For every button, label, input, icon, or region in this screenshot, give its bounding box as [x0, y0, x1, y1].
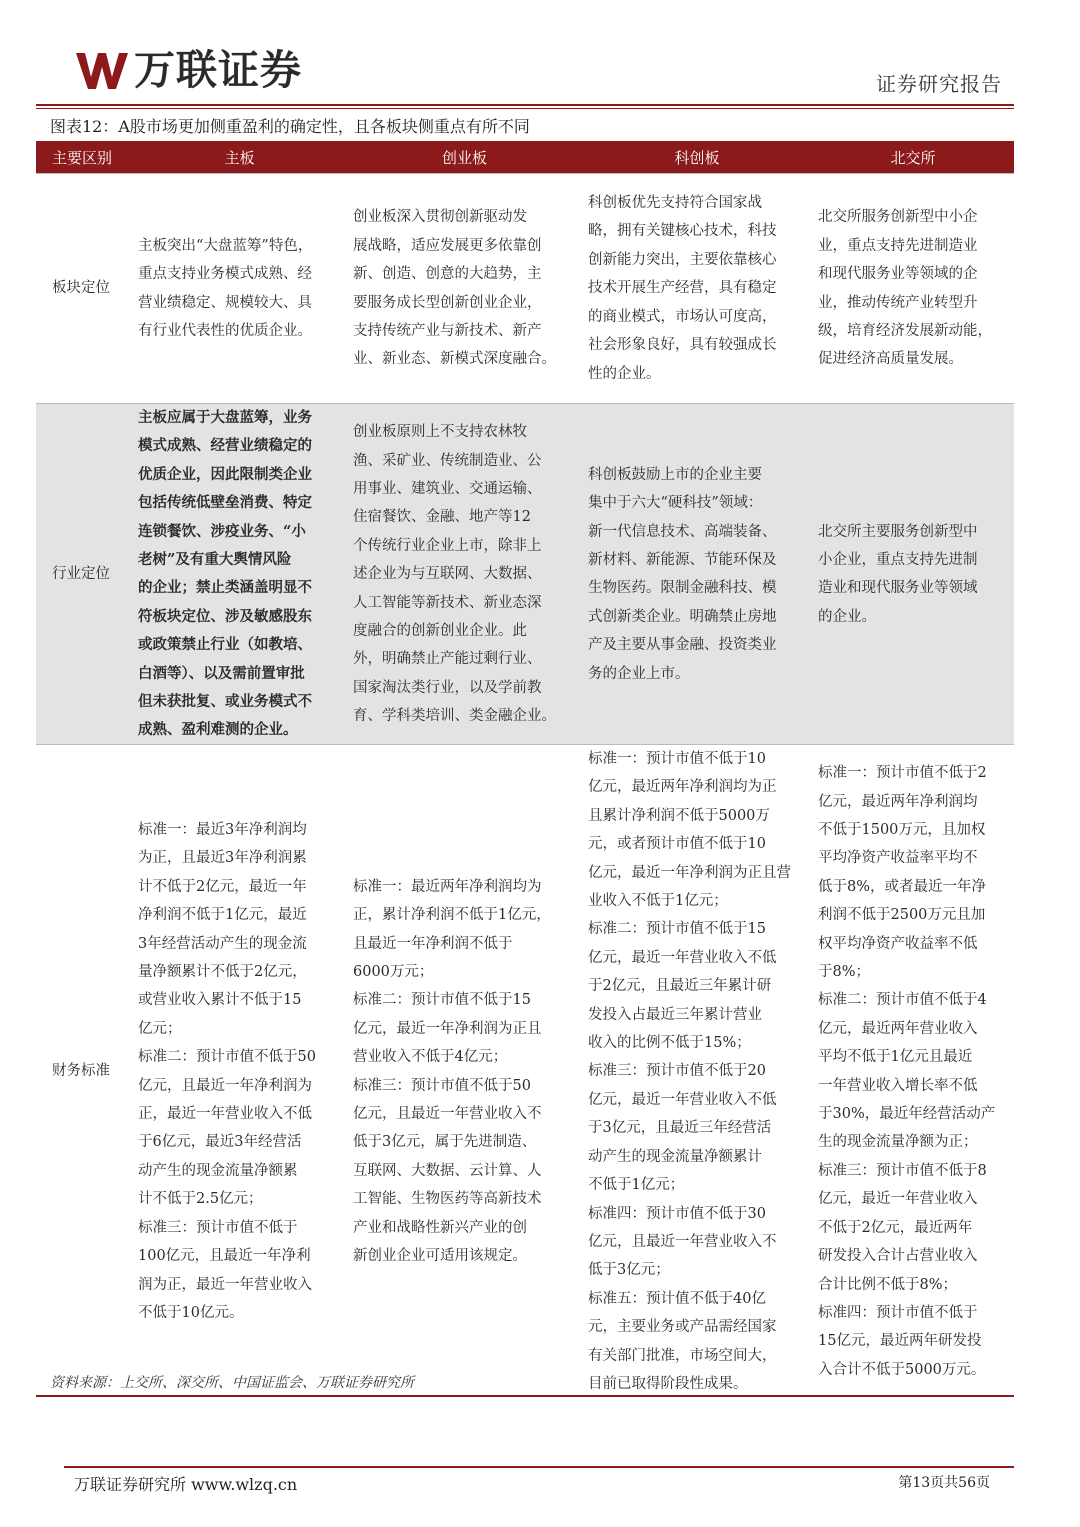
logo-w-icon	[76, 51, 130, 91]
table-cell: 创业板深入贯彻创新驱动发 展战略，适应发展更多依靠创 新、创造、创意的大趋势，主 要服务成长型创新创业企业， 支持传统产业与新技术、新产 业、新业态、新模式深度融合。	[353, 209, 556, 368]
header-rule	[36, 104, 1014, 106]
table-header	[36, 141, 1014, 173]
footer-rule	[64, 1466, 1014, 1468]
header-cell-star: 科创板	[674, 148, 720, 167]
table-cell: 主板应属于大盘蓝筹，业务 模式成熟、经营业绩稳定的 优质企业，因此限制类企业 包括传统低壁垒消费、特定 连锁餐饮、涉疫业务、“小 老树”及有重大舆情风险 的企业；禁止类涵盖明显不 符板块定位、涉及敏感股东 或政策禁止行业（如教培、 白酒等）、以及需前置审批 但未获批复、或业务模式不 成熟、盈利难测的企业。	[138, 409, 312, 739]
header-cell-bse: 北交所	[890, 148, 936, 167]
table-cell: 主板突出“大盘蓝筹”特色， 重点支持业务模式成熟、经 营业绩稳定、规模较大、具 有行业代表性的优质企业。	[138, 237, 313, 339]
table-row	[36, 403, 1014, 744]
table-cell: 标准一：最近3年净利润均 为正，且最近3年净利润累 计不低于2亿元，最近一年 净利润不低于1亿元，最近 3年经营活动产生的现金流 量净额累计不低于2亿元， 或营业收入累计不低于15 亿元； 标准二：预计市值不低于50 亿元，且最近一年净利润为 正，最近一年营业收入不低 于6亿元，最近3年经营活 动产生的现金流量净额累 计不低于2.5亿元； 标准三：预计市值不低于 100亿元，且最近一年净利 润为正，最近一年营业收入 不低于10亿元。	[138, 822, 316, 1321]
header-cell-diff: 主要区别	[52, 148, 113, 167]
table-row	[36, 173, 1014, 403]
table-row	[36, 744, 1014, 1395]
header-cell-chinext: 创业板	[441, 148, 487, 167]
header-rule-thin	[36, 108, 1014, 109]
comparison-table	[36, 141, 1014, 1397]
table-cell: 北交所主要服务创新型中 小企业，重点支持先进制 造业和现代服务业等领域 的企业。	[818, 523, 978, 625]
table-cell: 标准一：最近两年净利润均为 正，累计净利润不低于1亿元， 且最近一年净利润不低于 6000万元； 标准二：预计市值不低于15 亿元，最近一年净利润为正且 营业收入不低于4亿元； 标准三：预计市值不低于50 亿元，且最近一年营业收入不 低于3亿元，属于先进制造、 互联网、大数据、云计算、人 工智能、生物医药等高新技术 产业和战略性新兴产业的创 新创业企业可适用该规定。	[353, 878, 551, 1265]
figure-title: 图表12：A股市场更加侧重盈利的确定性，且各板块侧重点有所不同	[50, 117, 530, 136]
table-cell: 标准一：预计市值不低于10 亿元，最近两年净利润均为正 且累计净利润不低于5000万 元，或者预计市值不低于10 亿元，最近一年净利润为正且营 业收入不低于1亿元； 标准二：预计市值不低于15 亿元，最近一年营业收入不低 于2亿元，且最近三年累计研 发投入占最近三年累计营业 收入的比例不低于15%； 标准三：预计市值不低于20 亿元，最近一年营业收入不低 于3亿元，且最近三年经营活 动产生的现金流量净额累计 不低于1亿元； 标准四：预计市值不低于30 亿元，且最近一年营业收入不 低于3亿元； 标准五：预计值不低于40亿 元，主要业务或产品需经国家 有关部门批准，市场空间大， 目前已取得阶段性成果。	[588, 751, 791, 1392]
table-cell: 科创板鼓励上市的企业主要 集中于六大“硬科技”领域： 新一代信息技术、高端装备、 新材料、新能源、节能环保及 生物医药。限制金融科技、模 式创新类企业。明确禁止房地 产及主要从事金融、投资类业 务的企业上市。	[588, 466, 777, 682]
report-type: 证券研究报告	[876, 72, 1002, 96]
page-number: 第13页共56页	[898, 1475, 990, 1491]
footer-website: 万联证券研究所 www.wlzq.cn	[74, 1475, 298, 1494]
table-cell: 创业板原则上不支持农林牧 渔、采矿业、传统制造业、公 用事业、建筑业、交通运输、 住宿餐饮、金融、地产等12 个传统行业企业上市，除非上 述企业为与互联网、大数据、 人工智能等新技术、新业态深 度融合的创新创业企业。此 外，明确禁止产能过剩行业、 国家淘汰类行业，以及学前教 育、学科类培训、类金融企业。	[353, 424, 556, 725]
table-cell: 标准一：预计市值不低于2 亿元，最近两年净利润均 不低于1500万元，且加权 平均净资产收益率平均不 低于8%，或者最近一年净 利润不低于2500万元且加 权平均净资产收益率不低 于8%； 标准二：预计市值不低于4 亿元，最近两年营业收入 平均不低于1亿元且最近 一年营业收入增长率不低 于30%，最近年经营活动产 生的现金流量净额为正； 标准三：预计市值不低于8 亿元，最近一年营业收入 不低于2亿元，最近两年 研发投入合计占营业收入 合计比例不低于8%； 标准四：预计市值不低于 15亿元，最近两年研发投 入合计不低于5000万元。	[818, 765, 996, 1378]
source-note: 资料来源：上交所、深交所、中国证监会、万联证券研究所	[50, 1375, 414, 1391]
table-cell: 北交所服务创新型中小企 业，重点支持先进制造业 和现代服务业等领域的企 业，推动传统产业转型升 级，培育经济发展新动能， 促进经济高质量发展。	[818, 209, 992, 368]
header-cell-main-board: 主板	[224, 148, 255, 167]
row-label: 行业定位	[52, 566, 110, 583]
company-logo	[76, 46, 302, 94]
row-label: 财务标准	[52, 1063, 110, 1080]
table-cell: 科创板优先支持符合国家战 略，拥有关键核心技术，科技 创新能力突出，主要依靠核心 技术开展生产经营，具有稳定 的商业模式，市场认可度高， 社会形象良好，具有较强成长 性的企业。	[588, 195, 777, 382]
brand-name: 万联证券	[134, 46, 302, 94]
row-label: 板块定位	[52, 280, 110, 297]
